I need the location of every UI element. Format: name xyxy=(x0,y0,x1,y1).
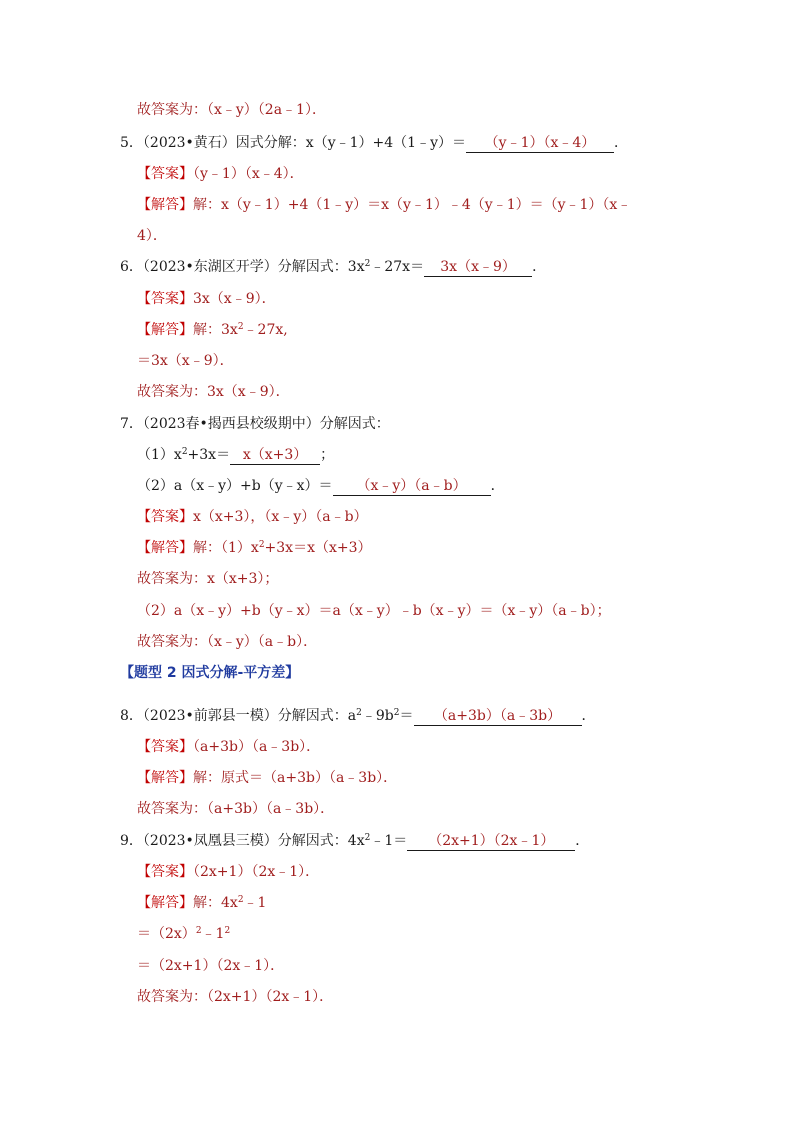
solution-tag: 【解答】 xyxy=(137,322,193,338)
answer-text: （2x+1）（2x﹣1）． xyxy=(193,864,320,880)
exponent: 2 xyxy=(181,447,188,457)
question-stem: （2023•黄石）因式分解：x（y﹣1）+4（1﹣y）＝ xyxy=(142,135,466,151)
exponent: 2 xyxy=(364,259,371,269)
punctuation: ． xyxy=(575,833,590,849)
question-stem-cont: ﹣1＝ xyxy=(370,833,408,849)
solution-continuation: 4）． xyxy=(137,228,167,244)
exponent: 2 xyxy=(393,708,400,718)
answer-line xyxy=(137,164,304,184)
answer-tag: 【答案】 xyxy=(137,739,193,755)
question-9 xyxy=(120,831,589,851)
question-number: 6． xyxy=(120,259,143,275)
part-text-cont: +3x＝ xyxy=(187,447,231,463)
answer-line xyxy=(137,507,368,527)
solution-step: ＝3x（x﹣9）． xyxy=(137,353,234,369)
answer-blank: （2x+1）（2x﹣1） xyxy=(407,832,575,851)
answer-blank: x（x+3） xyxy=(230,446,320,465)
punctuation: ． xyxy=(581,708,596,724)
solution-tag: 【解答】 xyxy=(137,770,193,786)
question-number: 5． xyxy=(120,135,143,151)
answer-tag: 【答案】 xyxy=(137,166,193,182)
answer-text: 3x（x﹣9）． xyxy=(193,291,276,307)
answer-blank: 3x（x﹣9） xyxy=(424,258,532,277)
solution-tag: 【解答】 xyxy=(137,540,193,556)
exponent: 2 xyxy=(356,708,362,718)
answer-text: （a+3b）（a﹣3b）． xyxy=(193,739,321,755)
question-stem: （2023春•揭西县校级期中）分解因式： xyxy=(142,416,390,432)
answer-conclusion: 故答案为：3x（x﹣9）． xyxy=(137,384,290,400)
question-5 xyxy=(120,133,628,153)
part-text: （1）x xyxy=(137,447,182,463)
question-7 xyxy=(120,414,390,434)
exponent: 2 xyxy=(364,833,371,843)
answer-conclusion: 故答案为：（a+3b）（a﹣3b）． xyxy=(137,801,335,817)
solution-line xyxy=(137,538,372,558)
answer-tag: 【答案】 xyxy=(137,509,193,525)
exponent: 2 xyxy=(258,540,265,550)
question-7-part-2 xyxy=(137,476,505,496)
exponent: 2 xyxy=(195,926,202,936)
solution-line xyxy=(137,893,266,913)
exponent: 2 xyxy=(237,895,244,905)
solution-text: 解：（1）x xyxy=(193,540,259,556)
solution-text: 解：x（y﹣1）+4（1﹣y）＝x（y﹣1）﹣4（y﹣1）＝（y﹣1）（x﹣ xyxy=(193,197,632,213)
solution-tag: 【解答】 xyxy=(137,197,193,213)
solution-line xyxy=(137,768,397,788)
punctuation: ； xyxy=(320,447,335,463)
solution-text-cont: ﹣1 xyxy=(243,895,267,911)
answer-text: （y﹣1）（x﹣4）． xyxy=(193,166,304,182)
solution-line xyxy=(137,320,288,340)
solution-text: 解：4x xyxy=(193,895,238,911)
question-stem-cont: ﹣9b xyxy=(361,708,394,724)
answer-conclusion: 故答案为：（2x+1）（2x﹣1）． xyxy=(137,989,334,1005)
solution-text: 解：3x xyxy=(193,322,238,338)
answer-text: x（x+3），（x﹣y）（a﹣b） xyxy=(193,509,368,525)
solution-text-cont: ﹣27x, xyxy=(243,322,288,338)
punctuation: ． xyxy=(532,259,547,275)
answer-blank: （a+3b）（a﹣3b） xyxy=(414,707,582,726)
exponent: 2 xyxy=(224,926,231,936)
answer-line xyxy=(137,289,276,309)
question-7-part-1 xyxy=(137,445,334,465)
step-text-cont: ﹣1 xyxy=(201,926,225,942)
answer-conclusion: 故答案为：（x﹣y）（a﹣b）． xyxy=(137,634,318,650)
solution-tag: 【解答】 xyxy=(137,895,193,911)
punctuation: ． xyxy=(613,135,628,151)
answer-tag: 【答案】 xyxy=(137,291,193,307)
question-stem-eq: ＝ xyxy=(399,708,414,724)
punctuation: ． xyxy=(490,478,505,494)
answer-blank: （x﹣y）（a﹣b） xyxy=(333,477,491,496)
question-6 xyxy=(120,257,546,277)
answer-line xyxy=(137,862,319,882)
solution-line xyxy=(137,195,631,215)
question-stem: （2023•前郭县一模）分解因式：a xyxy=(142,708,357,724)
question-number: 9． xyxy=(120,833,143,849)
answer-conclusion: 故答案为：（x﹣y）（2a﹣1）． xyxy=(137,102,326,118)
question-stem: （2023•凤凰县三模）分解因式：4x xyxy=(142,833,365,849)
part-text: （2）a（x﹣y）+b（y﹣x）＝ xyxy=(137,478,333,494)
solution-text-cont: +3x＝x（x+3） xyxy=(264,540,372,556)
answer-blank: （y﹣1）（x﹣4） xyxy=(466,134,614,153)
answer-tag: 【答案】 xyxy=(137,864,193,880)
solution-step: ＝（2x+1）（2x﹣1）． xyxy=(137,958,285,974)
question-number: 8． xyxy=(120,708,143,724)
solution-step: （2）a（x﹣y）+b（y﹣x）＝a（x﹣y）﹣b（x﹣y）＝（x﹣y）（a﹣b）； xyxy=(137,603,611,619)
answer-line xyxy=(137,737,320,757)
section-heading: 【题型 2 因式分解-平方差】 xyxy=(120,665,300,681)
solution-step xyxy=(137,924,230,944)
solution-text: 解：原式＝（a+3b）（a﹣3b）． xyxy=(193,770,398,786)
question-stem-cont: ﹣27x＝ xyxy=(370,259,425,275)
question-8 xyxy=(120,706,596,726)
question-number: 7． xyxy=(120,416,143,432)
question-stem: （2023•东湖区开学）分解因式：3x xyxy=(142,259,365,275)
exponent: 2 xyxy=(237,322,244,332)
step-text: ＝（2x） xyxy=(137,926,196,942)
answer-conclusion: 故答案为：x（x+3）； xyxy=(137,571,279,587)
